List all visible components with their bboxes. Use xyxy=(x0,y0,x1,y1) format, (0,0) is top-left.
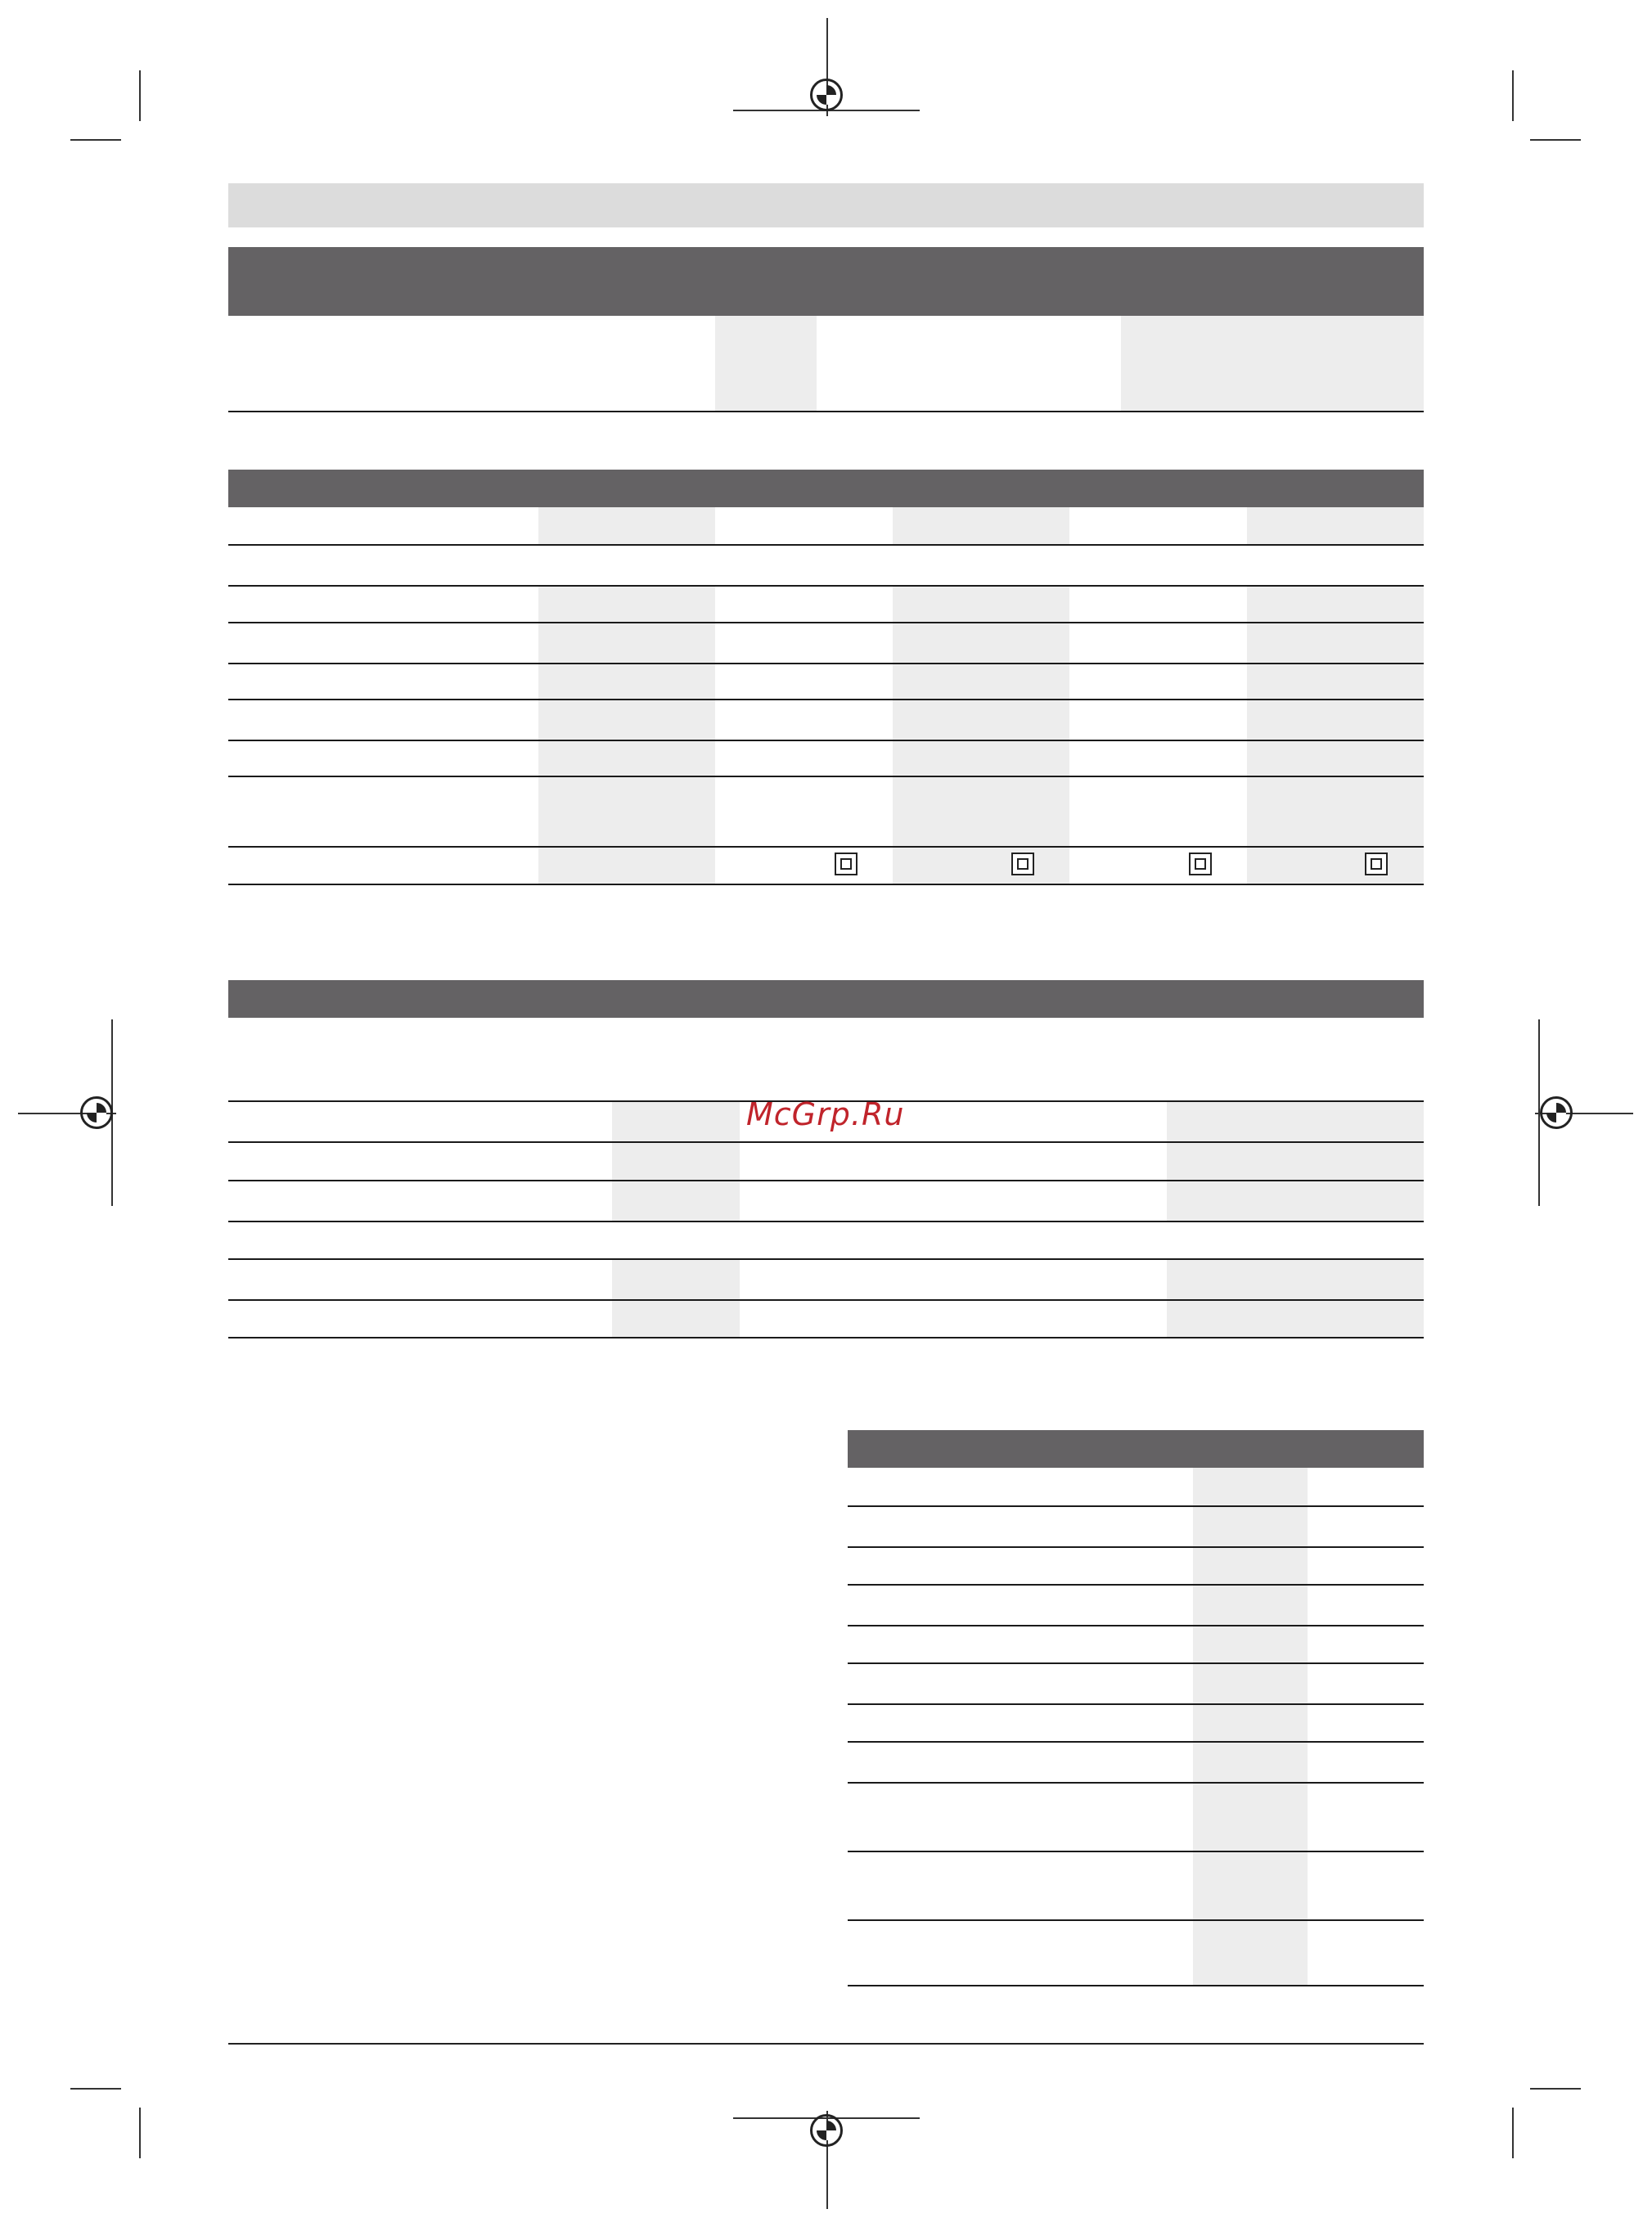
table-divider xyxy=(228,699,1424,700)
table-divider xyxy=(228,1258,1424,1260)
footer-rule xyxy=(228,2043,1424,2045)
table-header-bar xyxy=(228,247,1424,316)
table-divider xyxy=(228,884,1424,885)
table-divider xyxy=(848,1625,1424,1626)
table-divider xyxy=(228,846,1424,848)
class-ii-icon xyxy=(835,853,858,875)
table-header-bar xyxy=(228,980,1424,1018)
table-divider xyxy=(848,1703,1424,1705)
class-ii-icon xyxy=(1011,853,1034,875)
table-column xyxy=(893,507,1069,545)
watermark-text: McGrp.Ru xyxy=(746,1096,905,1132)
table-column xyxy=(1167,1260,1424,1337)
table-divider xyxy=(228,1180,1424,1181)
table-header-bar xyxy=(848,1430,1424,1468)
table-column xyxy=(612,1260,740,1337)
table-divider xyxy=(228,1337,1424,1338)
table-divider xyxy=(228,740,1424,741)
table-column xyxy=(1247,586,1424,884)
table-divider xyxy=(848,1662,1424,1664)
table-cell xyxy=(715,316,817,411)
table-column xyxy=(893,586,1069,884)
table-divider xyxy=(848,1851,1424,1852)
registration-mark-icon xyxy=(810,2114,843,2147)
table-divider xyxy=(848,1546,1424,1548)
table-cell xyxy=(1121,316,1424,411)
table-divider xyxy=(228,544,1424,546)
table-divider xyxy=(848,1584,1424,1586)
table-divider xyxy=(228,585,1424,587)
class-ii-icon xyxy=(1365,853,1388,875)
page-header-band xyxy=(228,183,1424,227)
table-header-bar xyxy=(228,470,1424,507)
table-column xyxy=(538,507,715,545)
registration-mark-icon xyxy=(80,1096,113,1129)
registration-mark-icon xyxy=(1540,1096,1573,1129)
table-divider xyxy=(228,622,1424,623)
table-divider xyxy=(848,1782,1424,1784)
registration-mark-icon xyxy=(810,79,843,111)
table-column xyxy=(1167,1101,1424,1221)
table-divider xyxy=(228,1221,1424,1222)
table-divider xyxy=(848,1985,1424,1986)
table-column xyxy=(612,1101,740,1221)
table-divider xyxy=(228,776,1424,777)
table-divider xyxy=(228,1141,1424,1143)
table-column xyxy=(538,586,715,884)
table-column xyxy=(1247,507,1424,545)
table-divider xyxy=(848,1505,1424,1507)
table-divider xyxy=(228,663,1424,664)
table-divider xyxy=(228,411,1424,412)
table-divider xyxy=(848,1919,1424,1921)
table-divider xyxy=(848,1741,1424,1743)
class-ii-icon xyxy=(1189,853,1212,875)
table-divider xyxy=(228,1299,1424,1301)
